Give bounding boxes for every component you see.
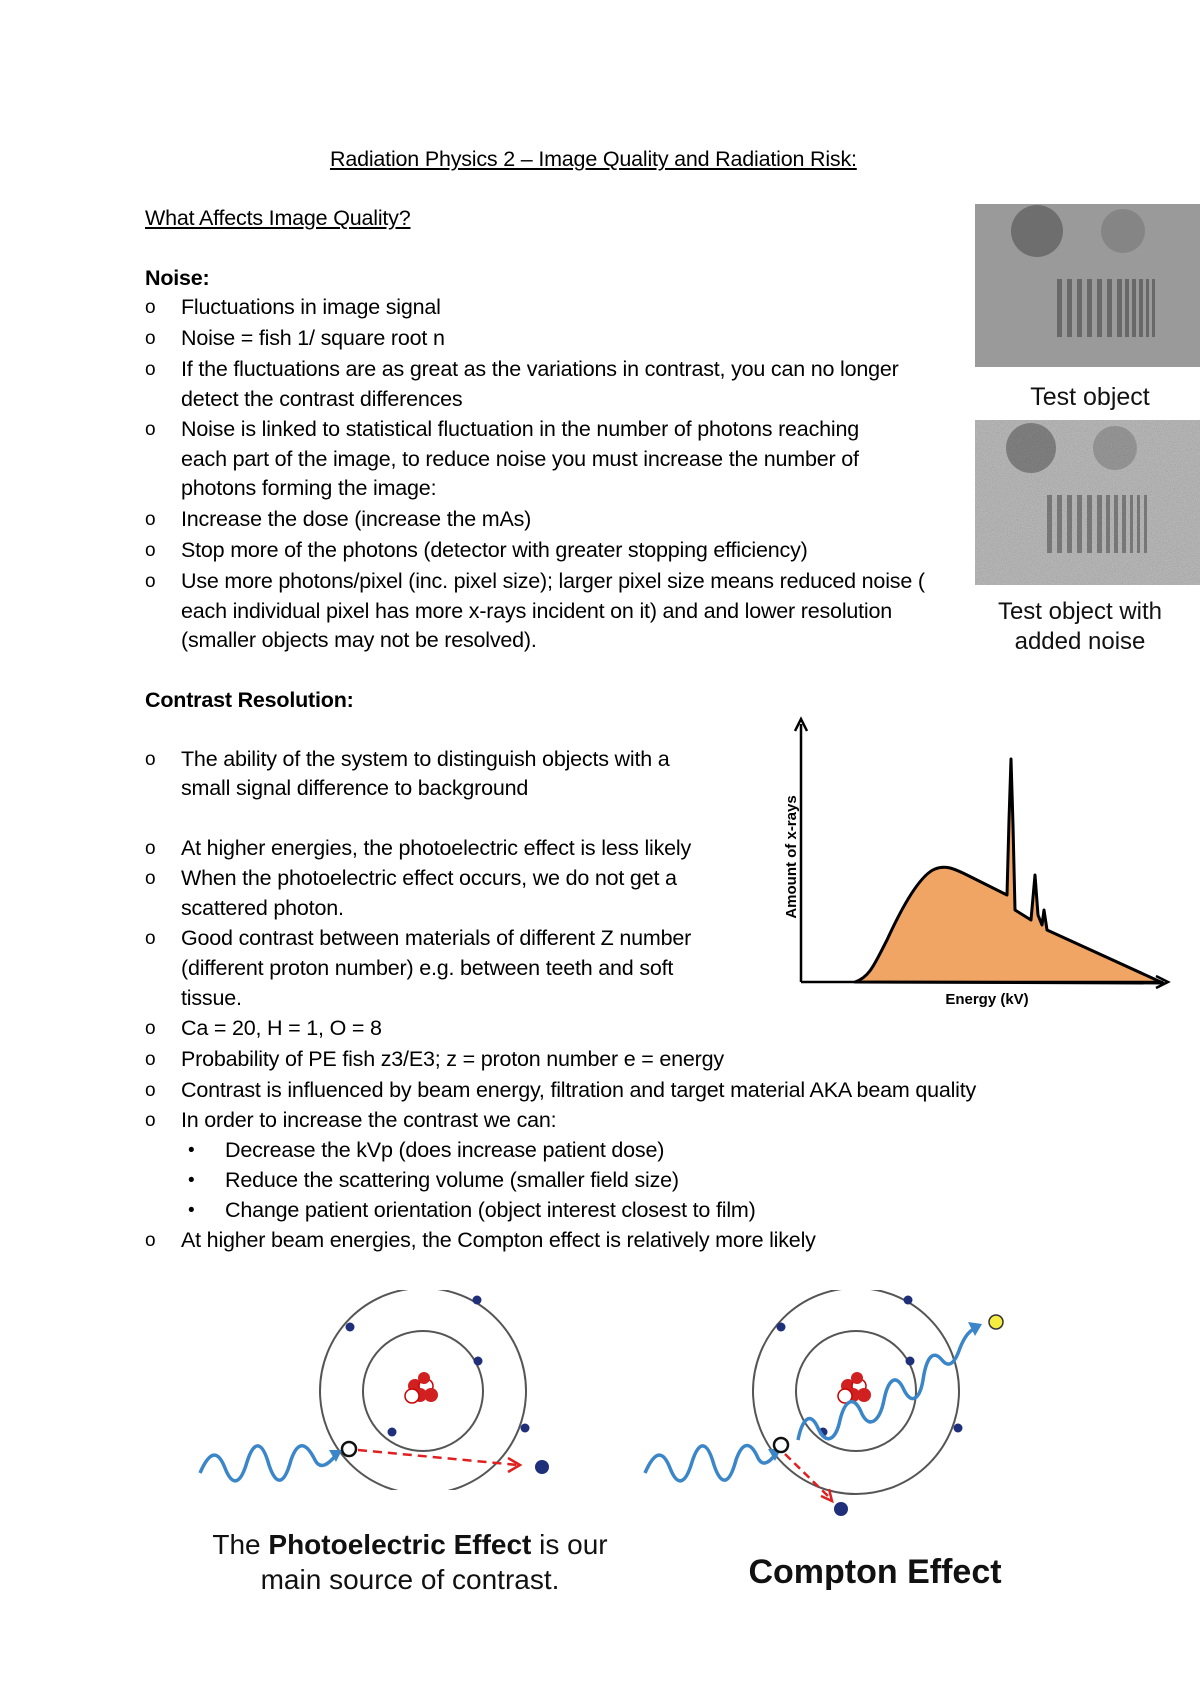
spectrum-area	[855, 759, 1163, 983]
noise-line: Increase the dose (increase the mAs)	[181, 507, 532, 531]
contrast-line: Ca = 20, H = 1, O = 8	[181, 1016, 382, 1040]
bullet-o: o	[145, 540, 156, 561]
bullet-dot: •	[188, 1170, 195, 1191]
photoelectric-caption-line2: main source of contrast.	[260, 1564, 560, 1595]
bullet-o: o	[145, 749, 156, 770]
nucleus	[838, 1372, 871, 1403]
bullet-o: o	[145, 1230, 156, 1251]
noise-line: Noise = fish 1/ square root n	[181, 326, 445, 350]
bullet-o: o	[145, 1110, 156, 1131]
xray-spectrum-figure	[775, 715, 1175, 1015]
bullet-o: o	[145, 297, 156, 318]
bullet-o: o	[145, 419, 156, 440]
contrast-heading: Contrast Resolution:	[145, 688, 354, 712]
bullet-o: o	[145, 838, 156, 859]
contrast-line: Good contrast between materials of different Z number	[181, 926, 692, 950]
compton-diagram	[640, 1290, 1020, 1520]
bullet-dot: •	[188, 1140, 195, 1161]
contrast-line: At higher energies, the photoelectric effect is less likely	[181, 836, 692, 860]
noise-line: (smaller objects may not be resolved).	[181, 628, 537, 652]
noise-line: Fluctuations in image signal	[181, 295, 441, 319]
bullet-o: o	[145, 1080, 156, 1101]
spectrum-y-label: Amount of x-rays	[783, 795, 800, 919]
noise-line: Use more photons/pixel (inc. pixel size); larger pixel size means reduced noise (	[181, 569, 925, 593]
sub-bullet-line: Decrease the kVp (does increase patient dose)	[225, 1138, 665, 1162]
pe-caption-pre: The	[212, 1529, 269, 1560]
bullet-o: o	[145, 868, 156, 889]
pe-caption-bold: Photoelectric Effect	[268, 1529, 532, 1560]
noisy-test-object-image	[975, 420, 1200, 585]
contrast-line: small signal difference to background	[181, 776, 529, 800]
section-subtitle: What Affects Image Quality?	[145, 206, 411, 230]
sub-bullet-line: Change patient orientation (object interest closest to film)	[225, 1198, 756, 1222]
contrast-line: In order to increase the contrast we can:	[181, 1108, 557, 1132]
nucleus	[405, 1372, 438, 1403]
recoil-electron-path	[785, 1454, 830, 1498]
bullet-o: o	[145, 1049, 156, 1070]
spectrum-x-label: Energy (kV)	[945, 991, 1029, 1008]
sub-bullet-line: Reduce the scattering volume (smaller field size)	[225, 1168, 679, 1192]
photoelectric-diagram	[190, 1290, 570, 1490]
noise-line: each individual pixel has more x-rays incident on it) and and lower resolution	[181, 599, 893, 623]
bullet-o: o	[145, 928, 156, 949]
bullet-o: o	[145, 359, 156, 380]
bullet-o: o	[145, 509, 156, 530]
page-title: Radiation Physics 2 – Image Quality and Radiation Risk:	[330, 147, 857, 171]
compton-caption: Compton Effect	[748, 1553, 1002, 1591]
contrast-line: Contrast is influenced by beam energy, filtration and target material AKA beam quality	[181, 1078, 977, 1102]
noise-line: Stop more of the photons (detector with greater stopping efficiency)	[181, 538, 808, 562]
contrast-line: scattered photon.	[181, 896, 344, 920]
contrast-line: The ability of the system to distinguish objects with a	[181, 747, 670, 771]
noise-line: photons forming the image:	[181, 476, 437, 500]
bullet-o: o	[145, 571, 156, 592]
test-object-caption: Test object	[1030, 383, 1150, 411]
incoming-photon	[645, 1446, 775, 1481]
contrast-line: (different proton number) e.g. between teeth and soft	[181, 956, 674, 980]
noisy-caption-line1: Test object with	[997, 598, 1163, 625]
contrast-line: Probability of PE fish z3/E3; z = proton number e = energy	[181, 1047, 724, 1071]
bullet-dot: •	[188, 1200, 195, 1221]
bullet-o: o	[145, 328, 156, 349]
noise-line: each part of the image, to reduce noise you must increase the number of	[181, 447, 859, 471]
bullet-o: o	[145, 1018, 156, 1039]
test-object-image	[975, 204, 1200, 367]
contrast-line: tissue.	[181, 986, 242, 1010]
photoelectric-caption	[190, 1528, 630, 1562]
noisy-caption-line2: added noise	[1014, 628, 1146, 655]
noise-line: If the fluctuations are as great as the variations in contrast, you can no longer	[181, 357, 899, 381]
ejected-electron-path	[358, 1450, 518, 1465]
contrast-line: When the photoelectric effect occurs, we do not get a	[181, 866, 677, 890]
noise-line: detect the contrast differences	[181, 387, 463, 411]
noise-line: Noise is linked to statistical fluctuation in the number of photons reaching	[181, 417, 859, 441]
incoming-photon	[200, 1446, 336, 1481]
pe-caption-post: is our	[531, 1529, 608, 1560]
contrast-line: At higher beam energies, the Compton effect is relatively more likely	[181, 1228, 816, 1252]
noise-heading: Noise:	[145, 266, 210, 290]
